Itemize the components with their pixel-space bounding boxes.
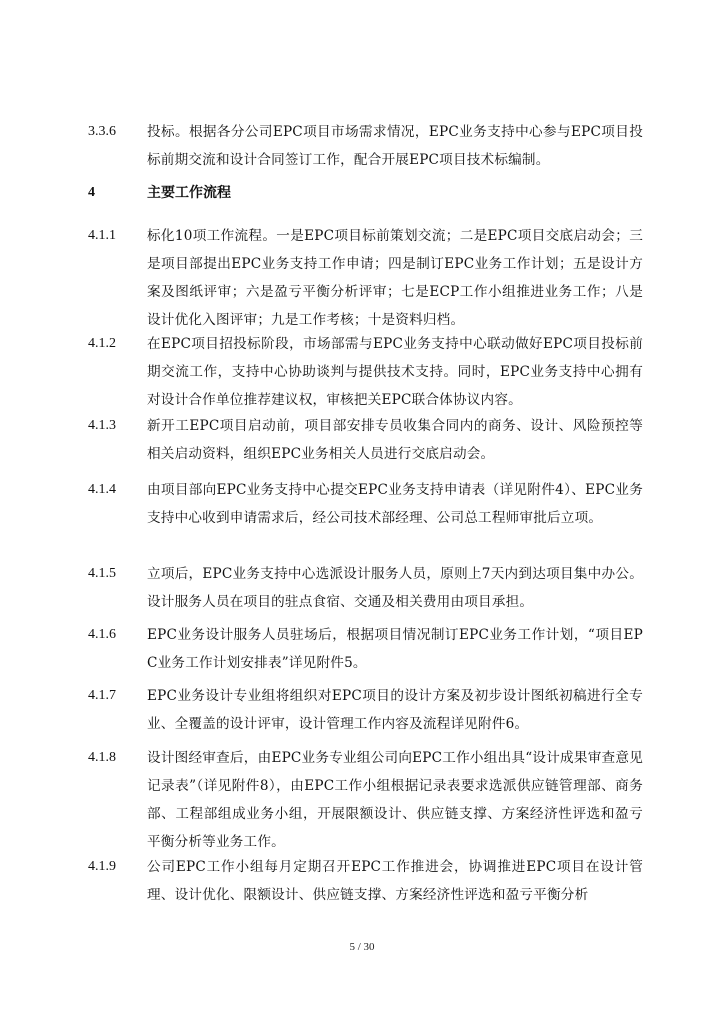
item-text: 设计图经审查后，由EPC业务专业组公司向EPC工作小组出具“设计成果审查意见记录表”（详见附件8），由EPC工作小组根据记录表要求选派供应链管理部、商务部、工程部组成业务小组，开展限额设计、供应链支撑、方案经济性评选和盈亏平衡分析等业务工作。 (147, 750, 643, 850)
section-number: 3.3.6 (88, 124, 116, 139)
item-text: 立项后，EPC业务支持中心选派设计服务人员，原则上7天内到达项目集中办公。设计服务人员在项目的驻点食宿、交通及相关费用由项目承担。 (147, 566, 643, 610)
item-text: 标化10项工作流程。一是EPC项目标前策划交流；二是EPC项目交底启动会；三是项目部提出EPC业务支持工作申请；四是制订EPC业务工作计划；五是设计方案及图纸评审；六是盈亏平衡分析评审；七是ECP工作小组推进业务工作；八是设计优化入图评审；九是工作考核；十是资料归档。 (147, 228, 643, 328)
item-number: 4.1.2 (88, 336, 116, 351)
item-number: 4.1.5 (88, 566, 116, 581)
heading-title: 主要工作流程 (147, 185, 231, 201)
item-text: EPC业务设计服务人员驻场后，根据项目情况制订EPC业务工作计划，“项目EPC业务工作计划安排表”详见附件5。 (147, 627, 643, 671)
heading-number: 4 (88, 185, 95, 200)
item-text: EPC业务设计专业组将组织对EPC项目的设计方案及初步设计图纸初稿进行全专业、全覆盖的设计评审，设计管理工作内容及流程详见附件6。 (147, 688, 643, 732)
section-text: 投标。根据各分公司EPC项目市场需求情况，EPC业务支持中心参与EPC项目投标前期交流和设计合同签订工作，配合开展EPC项目技术标编制。 (147, 124, 643, 168)
item-number: 4.1.8 (88, 750, 116, 765)
item-text: 在EPC项目招投标阶段，市场部需与EPC业务支持中心联动做好EPC项目投标前期交流工作，支持中心协助谈判与提供技术支持。同时，EPC业务支持中心拥有对设计合作单位推荐建议权，审核把关EPC联合体协议内容。 (147, 336, 643, 408)
item-number: 4.1.1 (88, 228, 116, 243)
item-number: 4.1.3 (88, 418, 116, 433)
item-number: 4.1.7 (88, 688, 116, 703)
item-text: 由项目部向EPC业务支持中心提交EPC业务支持申请表（详见附件4）、EPC业务支持中心收到申请需求后，经公司技术部经理、公司总工程师审批后立项。 (147, 482, 643, 526)
item-number: 4.1.4 (88, 482, 116, 497)
item-text: 新开工EPC项目启动前，项目部安排专员收集合同内的商务、设计、风险预控等相关启动资料，组织EPC业务相关人员进行交底启动会。 (147, 418, 643, 462)
page-number: 5 / 30 (349, 941, 375, 953)
item-number: 4.1.6 (88, 627, 116, 642)
item-text: 公司EPC工作小组每月定期召开EPC工作推进会，协调推进EPC项目在设计管理、设计优化、限额设计、供应链支撑、方案经济性评选和盈亏平衡分析 (147, 859, 643, 903)
item-number: 4.1.9 (88, 859, 116, 874)
